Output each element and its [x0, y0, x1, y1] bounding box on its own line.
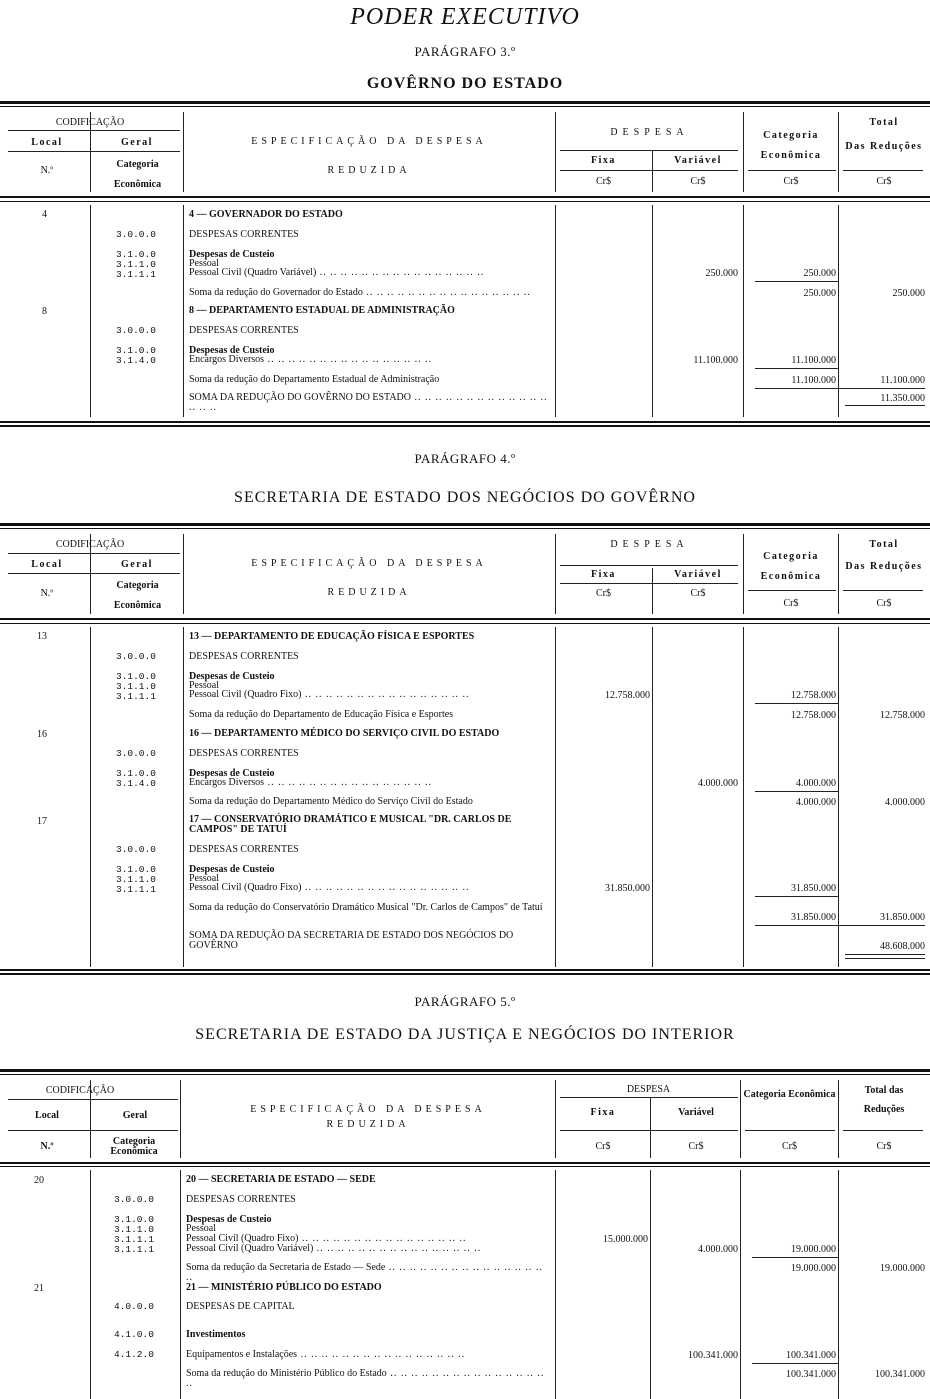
header-das-reducoes: Das Reduções — [845, 141, 923, 152]
row-code: 3.0.0.0 — [116, 325, 156, 336]
row-desc3: Pessoal Civil (Quadro Fixo) .. .. — [189, 883, 551, 893]
header-total: Total das — [864, 1085, 904, 1096]
value-fixa: 15.000.000 — [603, 1234, 648, 1245]
paragraph-4-label: PARÁGRAFO 4.º — [414, 451, 516, 466]
row-desc: Equipamentos e Instalações .. .. — [186, 1350, 548, 1360]
header-categoria-code: Categoria Econômica — [110, 1136, 158, 1157]
row-desc: Soma da redução da Secretaria de Estado — Sede .. .. — [186, 1263, 548, 1283]
value-categoria: 19.000.000 — [791, 1244, 836, 1255]
header-currency-total: Cr$ — [876, 598, 892, 609]
paragraph-5-label: PARÁGRAFO 5.º — [414, 994, 516, 1009]
value-total: 11.350.000 — [880, 393, 925, 404]
row-code: 3.0.0.0 — [116, 229, 156, 240]
header-n: N.º — [40, 1141, 54, 1152]
row-desc: DESPESAS DE CAPITAL — [186, 1301, 295, 1312]
row-desc2: Pessoal — [189, 680, 219, 691]
value-fixa: 12.758.000 — [605, 690, 650, 701]
row-local: 20 — [34, 1175, 44, 1186]
header-reduzida: REDUZIDA — [327, 165, 411, 176]
row-desc: 16 — DEPARTAMENTO MÉDICO DO SERVIÇO CIVIL DO ESTADO — [189, 728, 500, 739]
header-currency-categoria: Cr$ — [783, 176, 799, 187]
row-desc: 20 — SECRETARIA DE ESTADO — SEDE — [186, 1174, 376, 1185]
row-code: 3.1.0.0 3.1.1.0 3.1.1.1 — [116, 249, 156, 280]
value-categoria: 4.000.000 — [796, 797, 836, 808]
section-5-title: SECRETARIA DE ESTADO DA JUSTIÇA E NEGÓCIOS DO INTERIOR — [195, 1026, 735, 1043]
header-currency-variavel: Cr$ — [690, 588, 706, 599]
header-n: N.º — [40, 588, 54, 599]
header-currency-total: Cr$ — [876, 1141, 892, 1152]
row-code: 3.1.0.0 3.1.1.0 3.1.1.1 3.1.1.1 — [114, 1214, 154, 1255]
value-variavel: 250.000 — [705, 268, 738, 279]
header-codificacao: CODIFICAÇÃO — [55, 539, 125, 550]
row-desc: Soma da redução do Ministério Público do Estado .. .. — [186, 1369, 548, 1389]
row-desc: SOMA DA REDUÇÃO DO GOVÊRNO DO ESTADO .. .. — [189, 393, 551, 413]
value-total: 250.000 — [892, 288, 925, 299]
header-categoria-code: Categoria Econômica — [113, 580, 162, 611]
row-desc: Soma da redução do Governador do Estado .. .. — [189, 288, 551, 298]
value-categoria: 31.850.000 — [791, 883, 836, 894]
row-desc: DESPESAS CORRENTES — [189, 844, 299, 855]
row-local: 17 — [37, 816, 47, 827]
header-total: Total — [869, 539, 899, 550]
row-desc: Despesas de Custeio — [189, 671, 275, 682]
row-code: 3.0.0.0 — [116, 651, 156, 662]
header-currency-fixa: Cr$ — [596, 176, 611, 187]
header-despesa: DESPESA — [610, 539, 689, 550]
header-despesa: DESPESA — [626, 1084, 671, 1095]
row-code: 3.1.0.0 3.1.1.0 3.1.1.1 — [116, 864, 156, 895]
header-total: Total — [869, 117, 899, 128]
row-desc: Despesas de Custeio — [189, 768, 275, 779]
value-categoria: 31.850.000 — [791, 912, 836, 923]
row-code: 3.1.0.0 3.1.1.0 3.1.1.1 — [116, 671, 156, 702]
row-desc: SOMA DA REDUÇÃO DA SECRETARIA DE ESTADO DOS NEGÓCIOS DO GOVÊRNO — [189, 930, 514, 951]
header-codificacao: CODIFICAÇÃO — [55, 117, 125, 128]
value-categoria: 12.758.000 — [791, 690, 836, 701]
row-local: 21 — [34, 1283, 44, 1294]
value-categoria: 100.341.000 — [786, 1350, 836, 1361]
header-categoria-economica: Categoria Econômica — [743, 1089, 836, 1100]
value-categoria: 250.000 — [803, 288, 836, 299]
header-reduzida: REDUZIDA — [327, 587, 411, 598]
row-desc: 17 — CONSERVATÓRIO DRAMÁTICO E MUSICAL "DR. CARLOS DE CAMPOS" DE TATUÍ — [189, 814, 512, 835]
header-n: N.º — [40, 165, 54, 176]
value-categoria: 4.000.000 — [796, 778, 836, 789]
paragraph-3-label: PARÁGRAFO 3.º — [414, 44, 516, 59]
value-total: 48.608.000 — [880, 941, 925, 952]
header-variavel: Variável — [678, 1107, 714, 1118]
row-desc: Soma da redução do Departamento de Educação Física e Esportes — [189, 709, 454, 720]
row-desc: DESPESAS CORRENTES — [186, 1194, 296, 1205]
row-desc2: Encargos Diversos .. .. — [189, 778, 551, 788]
value-categoria: 12.758.000 — [791, 710, 836, 721]
page-title: PODER EXECUTIVO — [350, 4, 580, 30]
row-desc: DESPESAS CORRENTES — [189, 325, 299, 336]
header-local: Local — [31, 137, 63, 148]
header-variavel: Variável — [674, 155, 722, 166]
row-desc: Soma da redução do Conservatório Dramático Musical "Dr. Carlos de Campos" de Tatuí — [189, 902, 543, 913]
header-despesa: DESPESA — [610, 127, 689, 138]
header-currency-categoria: Cr$ — [783, 598, 799, 609]
row-desc: 4 — GOVERNADOR DO ESTADO — [189, 209, 343, 220]
header-currency-total: Cr$ — [876, 176, 892, 187]
header-das-reducoes: Reduções — [863, 1104, 905, 1115]
value-total: 19.000.000 — [880, 1263, 925, 1274]
value-variavel: 100.341.000 — [688, 1350, 738, 1361]
value-total: 31.850.000 — [880, 912, 925, 923]
header-variavel: Variável — [674, 569, 722, 580]
header-categoria-economica: Categoria Econômica — [760, 130, 822, 161]
header-currency-variavel: Cr$ — [690, 176, 706, 187]
header-categoria-economica: Categoria Econômica — [760, 551, 822, 582]
row-local: 16 — [37, 729, 47, 740]
row-desc2: Encargos Diversos .. .. — [189, 355, 551, 365]
value-categoria: 11.100.000 — [791, 375, 836, 386]
row-desc3: Pessoal Civil (Quadro Fixo) .. .. — [189, 690, 551, 700]
row-code: 3.1.0.0 3.1.4.0 — [116, 345, 156, 366]
header-especificacao: ESPECIFICAÇÃO DA DESPESA — [250, 1104, 486, 1115]
header-geral: Geral — [122, 1110, 148, 1121]
value-variavel: 4.000.000 — [698, 778, 738, 789]
row-desc: Soma da redução do Departamento Médico do Serviço Civil do Estado — [189, 796, 473, 807]
value-total: 100.341.000 — [875, 1369, 925, 1380]
row-desc: 8 — DEPARTAMENTO ESTADUAL DE ADMINISTRAÇÃO — [189, 305, 455, 316]
header-reduzida: REDUZIDA — [326, 1119, 410, 1130]
header-local: Local — [35, 1110, 59, 1121]
row-desc2: Pessoal — [186, 1223, 216, 1234]
header-geral: Geral — [121, 137, 153, 148]
row-code: 4.0.0.0 — [114, 1301, 154, 1312]
header-currency-fixa: Cr$ — [595, 1141, 611, 1152]
header-especificacao: ESPECIFICAÇÃO DA DESPESA — [251, 558, 487, 569]
value-total: 12.758.000 — [880, 710, 925, 721]
row-local: 13 — [37, 631, 47, 642]
row-desc3: Pessoal Civil (Quadro Fixo) .. .. — [186, 1234, 548, 1244]
section-3-title: GOVÊRNO DO ESTADO — [366, 75, 564, 92]
value-categoria: 11.100.000 — [791, 355, 836, 366]
value-fixa: 31.850.000 — [605, 883, 650, 894]
row-desc: 21 — MINISTÉRIO PÚBLICO DO ESTADO — [186, 1282, 382, 1293]
row-desc: Despesas de Custeio — [189, 249, 275, 260]
row-desc4: Pessoal Civil (Quadro Variável) .. .. — [186, 1244, 548, 1254]
row-desc: DESPESAS CORRENTES — [189, 229, 299, 240]
header-fixa: Fixa — [591, 155, 616, 166]
row-code: 3.1.0.0 3.1.4.0 — [116, 768, 156, 789]
row-desc: Despesas de Custeio — [189, 864, 275, 875]
header-fixa: Fixa — [590, 1107, 616, 1118]
row-desc: Soma da redução do Departamento Estadual de Administração — [189, 374, 440, 385]
header-especificacao: ESPECIFICAÇÃO DA DESPESA — [251, 136, 487, 147]
row-desc: Despesas de Custeio — [186, 1214, 272, 1225]
header-currency-fixa: Cr$ — [596, 588, 611, 599]
header-codificacao: CODIFICAÇÃO — [45, 1085, 115, 1096]
value-variavel: 4.000.000 — [698, 1244, 738, 1255]
row-desc: DESPESAS CORRENTES — [189, 651, 299, 662]
value-categoria: 250.000 — [803, 268, 836, 279]
row-code: 3.0.0.0 — [116, 844, 156, 855]
row-local: 8 — [42, 306, 47, 317]
header-categoria-code: Categoria Econômica — [113, 159, 162, 190]
row-desc2: Pessoal — [189, 873, 219, 884]
value-variavel: 11.100.000 — [693, 355, 738, 366]
header-das-reducoes: Das Reduções — [845, 561, 923, 572]
row-desc: Despesas de Custeio — [189, 345, 275, 356]
header-currency-categoria: Cr$ — [782, 1141, 797, 1152]
value-categoria: 19.000.000 — [791, 1263, 836, 1274]
value-categoria: 100.341.000 — [786, 1369, 836, 1380]
section-4-title: SECRETARIA DE ESTADO DOS NEGÓCIOS DO GOVÊRNO — [234, 489, 696, 506]
row-code: 4.1.0.0 — [114, 1329, 154, 1340]
header-fixa: Fixa — [591, 569, 616, 580]
row-code: 3.0.0.0 — [116, 748, 156, 759]
row-code: 3.0.0.0 — [114, 1194, 154, 1205]
row-desc3: Pessoal Civil (Quadro Variável) .. .. — [189, 268, 551, 278]
value-total: 11.100.000 — [880, 375, 925, 386]
row-desc: 13 — DEPARTAMENTO DE EDUCAÇÃO FÍSICA E ESPORTES — [189, 631, 475, 642]
row-desc: DESPESAS CORRENTES — [189, 748, 299, 759]
header-currency-variavel: Cr$ — [688, 1141, 704, 1152]
row-desc2: Pessoal — [189, 258, 219, 269]
value-total: 4.000.000 — [885, 797, 925, 808]
row-local: 4 — [42, 209, 47, 220]
row-desc: Investimentos — [186, 1329, 246, 1340]
header-geral: Geral — [121, 559, 153, 570]
header-local: Local — [31, 559, 63, 570]
row-code: 4.1.2.0 — [114, 1349, 154, 1360]
